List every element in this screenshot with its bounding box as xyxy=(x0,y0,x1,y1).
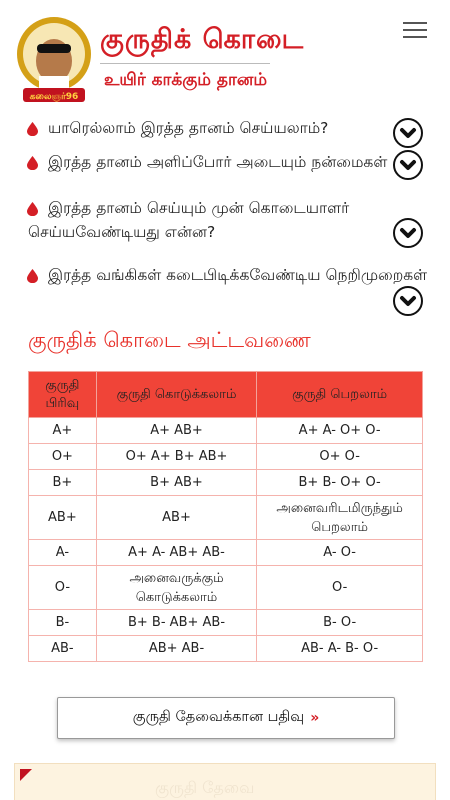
table-cell: AB+ AB- xyxy=(96,636,257,662)
table-cell: O- xyxy=(257,566,423,610)
table-row xyxy=(29,470,423,496)
column-header: குருதி பெறலாம் xyxy=(257,372,423,418)
table-cell: B+ xyxy=(29,470,97,496)
double-chevron-right-icon: » xyxy=(310,710,320,726)
faq-question: யாரெல்லாம் இரத்த தானம் செய்யலாம்? xyxy=(48,119,329,137)
faq-question: இரத்த தானம் அளிப்போர் அடையும் நன்மைகள் xyxy=(48,153,388,171)
hamburger-menu-button[interactable] xyxy=(403,22,427,42)
table-cell: அனைவருக்கும் கொடுக்கலாம் xyxy=(96,566,257,610)
badge-text: கலைஞர்96 xyxy=(29,92,79,102)
table-row xyxy=(29,610,423,636)
card-title: குருதி தேவை xyxy=(155,778,255,797)
table-row xyxy=(29,444,423,470)
brand-title: குருதிக் கொடை xyxy=(100,24,305,55)
table-row xyxy=(29,566,423,610)
expand-chevron-icon[interactable] xyxy=(393,218,423,248)
table-cell: A+ xyxy=(29,418,97,444)
cta-label: குருதி தேவைக்கான பதிவு xyxy=(132,709,305,725)
corner-ribbon-icon xyxy=(20,769,32,781)
table-cell: A- O- xyxy=(257,540,423,566)
expand-chevron-icon[interactable] xyxy=(393,150,423,180)
table-cell: B- xyxy=(29,610,97,636)
column-header: குருதி பிரிவு xyxy=(29,372,97,418)
table-cell: B+ B- AB+ AB- xyxy=(96,610,257,636)
table-cell: B- O- xyxy=(257,610,423,636)
table-cell: B+ AB+ xyxy=(96,470,257,496)
column-header: குருதி கொடுக்கலாம் xyxy=(96,372,257,418)
table-cell: AB- xyxy=(29,636,97,662)
blood-compatibility-table xyxy=(28,371,423,662)
info-card xyxy=(14,763,436,800)
faq-question: இரத்த வங்கிகள் கடைபிடிக்கவேண்டிய நெறிமுறைகள் xyxy=(48,266,428,284)
expand-chevron-icon[interactable] xyxy=(393,118,423,148)
menu-line-icon xyxy=(403,29,427,31)
table-cell: A+ A- AB+ AB- xyxy=(96,540,257,566)
menu-line-icon xyxy=(403,36,427,38)
table-row xyxy=(29,540,423,566)
table-cell: AB+ xyxy=(29,496,97,540)
table-cell: O- xyxy=(29,566,97,610)
table-cell: AB+ xyxy=(96,496,257,540)
table-cell: O+ xyxy=(29,444,97,470)
brand-subtitle: உயிர் காக்கும் தானம் xyxy=(104,70,268,90)
logo-badge xyxy=(15,14,93,104)
expand-chevron-icon[interactable] xyxy=(393,286,423,316)
table-cell: அனைவரிடமிருந்தும் பெறலாம் xyxy=(257,496,423,540)
table-cell: AB- A- B- O- xyxy=(257,636,423,662)
faq-question: இரத்த தானம் செய்யும் முன் கொடையாளர் செய்யவேண்டியது என்ன? xyxy=(28,199,350,241)
blood-drop-icon xyxy=(27,269,38,283)
brand-divider xyxy=(100,63,270,64)
table-cell: A+ AB+ xyxy=(96,418,257,444)
blood-drop-icon xyxy=(27,156,38,170)
table-cell: A+ A- O+ O- xyxy=(257,418,423,444)
table-row xyxy=(29,496,423,540)
table-header-row xyxy=(29,372,423,418)
table-cell: O+ O- xyxy=(257,444,423,470)
table-row xyxy=(29,418,423,444)
blood-drop-icon xyxy=(27,122,38,136)
table-row xyxy=(29,636,423,662)
table-cell: B+ B- O+ O- xyxy=(257,470,423,496)
table-section-title: குருதிக் கொடை அட்டவணை xyxy=(28,328,311,352)
table-cell: O+ A+ B+ AB+ xyxy=(96,444,257,470)
blood-request-register-button[interactable] xyxy=(57,697,395,739)
table-cell: A- xyxy=(29,540,97,566)
menu-line-icon xyxy=(403,22,427,24)
app-header xyxy=(0,0,450,110)
